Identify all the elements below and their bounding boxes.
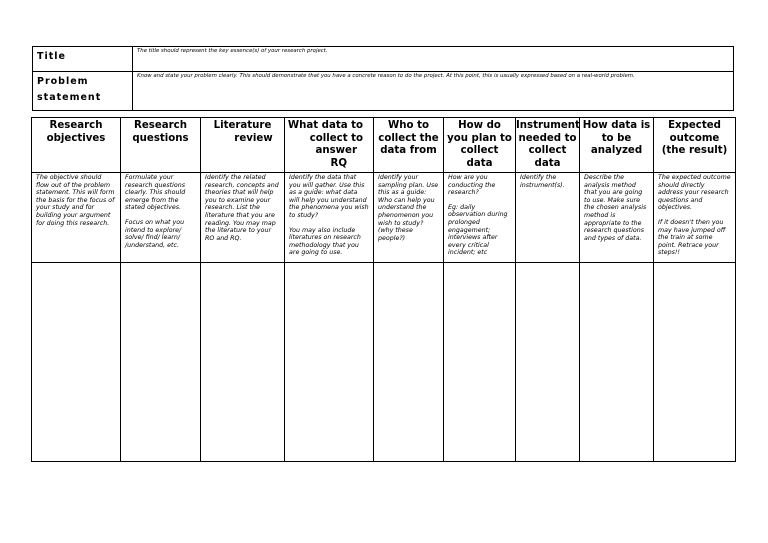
header-line: How data is [582, 120, 651, 131]
guide-text: Eg: daily observation during prolonged engagement; interviews after every critical incident; etc [448, 203, 508, 257]
guide-instrument[interactable] [516, 173, 580, 263]
entry-what-data[interactable] [285, 263, 374, 462]
guide-expected-outcome[interactable] [654, 173, 736, 263]
entry-analysis[interactable] [580, 263, 654, 462]
header-line: analyzed [590, 145, 643, 156]
guide-text: Identify the related research, concepts and theories that will help you to examine your research. List the literature that you are reading. You may map the literature to your RO and RQ. [205, 174, 279, 242]
guide-text: If it doesn't then you may have jumped off the train at some point. Retrace your steps!! [658, 218, 726, 257]
guide-text: Describe the analysis method that you are going to use. Make sure the chosen analysis method is appropriate to the research questions and types of data. [584, 174, 647, 242]
title-description[interactable]: The title should represent the key essence(s) of your research project. [133, 47, 734, 72]
header-literature-review [201, 118, 285, 173]
research-plan-table [31, 117, 736, 462]
problem-statement-description[interactable]: Know and state your problem clearly. This should demonstrate that you have a concrete reason to do the project. At this point, this is usually expressed based on a real-world problem. [133, 72, 734, 111]
header-line: you plan to [447, 132, 512, 144]
header-line: Research [134, 120, 187, 131]
guide-text: How are you conducting the research? [448, 174, 496, 197]
top-table [32, 46, 734, 111]
header-line: data [534, 157, 561, 169]
entry-research-objectives[interactable] [32, 263, 121, 462]
problem-row [33, 72, 734, 111]
entry-instrument[interactable] [516, 263, 580, 462]
title-row [33, 47, 734, 72]
guide-text: Identify the instrument(s). [520, 174, 565, 189]
entry-who-to-collect[interactable] [374, 263, 444, 462]
problem-statement-label [33, 72, 133, 111]
header-expected-outcome [654, 118, 736, 173]
header-row [32, 118, 736, 173]
guide-text: Identify your sampling plan. Use this as a guide: Who can help you understand the phenomenon you wish to study? (why these people?) [378, 174, 439, 242]
header-research-questions [121, 118, 201, 173]
header-line: answer [315, 145, 357, 156]
guide-analysis[interactable] [580, 173, 654, 263]
header-line: collect [528, 145, 567, 156]
header-line: Research [49, 120, 103, 131]
entry-literature-review[interactable] [201, 263, 285, 462]
header-line: Who to [388, 120, 429, 131]
header-line: collect to [309, 132, 363, 144]
header-line: to be [601, 132, 632, 144]
header-line: questions [132, 132, 189, 144]
header-line: outcome [669, 132, 720, 144]
header-analysis [580, 118, 654, 173]
entry-how-collect[interactable] [444, 263, 516, 462]
header-who-to-collect [374, 118, 444, 173]
guide-text: The objective should flow out of the problem statement. This will form the basis for the focus of your study and for building your argument for doing this research. [36, 174, 115, 227]
header-how-collect [444, 118, 516, 173]
guide-text: Formulate your research questions clearly. This should emerge from the stated objectives. [125, 174, 186, 212]
guide-text: Identify the data that you will gather. Use this as a guide: what data will help you understand the phenomena you wish to study? [289, 174, 369, 219]
header-what-data [285, 118, 374, 173]
guide-text: The expected outcome should directly address your research questions and objectives. [658, 174, 731, 212]
header-line: RQ [330, 157, 347, 169]
header-line: collect the [378, 132, 439, 144]
header-instrument [516, 118, 580, 173]
guide-research-objectives[interactable] [32, 173, 121, 263]
guide-text: You may also include literatures on research methodology that you are going to use. [289, 226, 361, 257]
header-line: collect [460, 145, 499, 156]
blank-entry-row [32, 263, 736, 462]
header-line: What data to [287, 120, 363, 131]
header-line: data from [380, 145, 437, 156]
header-line: (the result) [661, 145, 728, 156]
problem-label-line-2: statement [37, 92, 102, 103]
title-label: Title [33, 47, 133, 72]
guide-how-collect[interactable] [444, 173, 516, 263]
guide-literature-review[interactable] [201, 173, 285, 263]
header-line: needed to [518, 132, 577, 144]
guide-what-data[interactable] [285, 173, 374, 263]
header-line: review [234, 132, 273, 144]
guideline-row [32, 173, 736, 263]
entry-expected-outcome[interactable] [654, 263, 736, 462]
header-line: How do [458, 120, 501, 131]
header-line: data [466, 157, 493, 169]
problem-label-line-1: Problem [37, 76, 89, 87]
guide-who-to-collect[interactable] [374, 173, 444, 263]
guide-research-questions[interactable] [121, 173, 201, 263]
header-line: Literature [213, 120, 272, 131]
header-research-objectives [32, 118, 121, 173]
guide-text: Focus on what you intend to explore/ solve/ find/ learn/ /understand, etc. [125, 218, 185, 249]
header-line: Expected [668, 120, 721, 131]
header-line: objectives [46, 132, 106, 144]
entry-research-questions[interactable] [121, 263, 201, 462]
header-line: Instrument [516, 120, 580, 131]
